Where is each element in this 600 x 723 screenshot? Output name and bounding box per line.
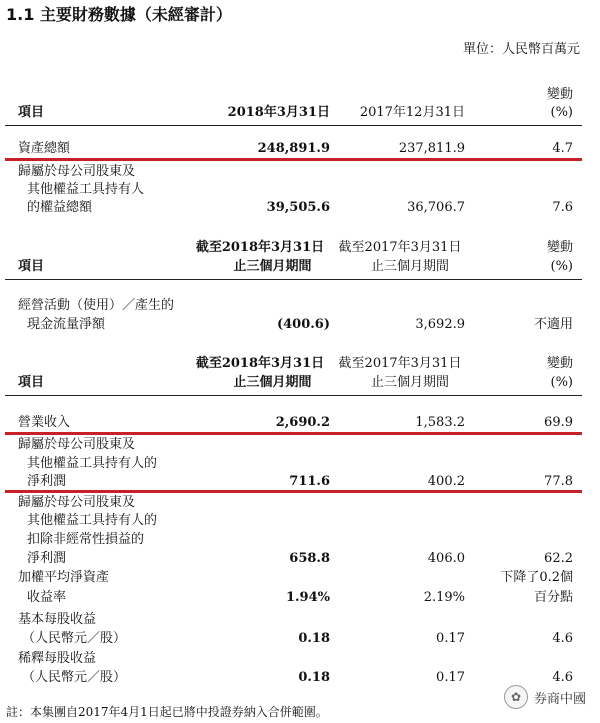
header-col1-sub: 止三個月期間 [233,259,312,274]
row-value-2018: 0.18 [298,631,330,646]
row-value-2018: 711.6 [289,474,330,489]
row-label: 歸屬於母公司股東及 [18,164,136,179]
header-item: 項目 [18,259,45,274]
row-value-2018: 1.94% [285,590,330,605]
footnote: 註：本集團自2017年4月1日起已將中投證券納入合併範圍。 [6,705,328,719]
row-value-2017: 406.0 [427,551,465,566]
row-label: 其他權益工具持有人的 [27,513,158,528]
row-value-2018: 248,891.9 [257,141,330,156]
row-label: 其他權益工具持有人的 [27,456,158,471]
row-label: 其他權益工具持有人 [27,182,145,197]
header-col2: 截至2017年3月31日 [338,240,462,255]
section-title: 1.1 主要財務數據（未經審計） [6,5,232,24]
header-item: 項目 [18,105,45,120]
row-label: 淨利潤 [27,551,67,566]
header-col2: 2017年12月31日 [359,105,465,120]
row-label: 收益率 [27,590,67,605]
header-col1: 2018年3月31日 [227,105,330,120]
row-value-2017: 0.17 [436,631,465,646]
header-change-unit: (%) [550,105,573,120]
header-change-unit: (%) [550,259,573,274]
header-change: 變動 [546,356,573,371]
header-change: 變動 [546,87,573,102]
row-change: 62.2 [544,551,573,566]
row-label: 歸屬於母公司股東及 [18,437,136,452]
row-label: 加權平均淨資產 [18,570,110,585]
row-label: 現金流量淨額 [27,317,106,332]
header-change: 變動 [546,240,573,255]
row-label: 淨利潤 [27,474,67,489]
row-label: 基本每股收益 [18,612,97,627]
watermark [504,685,586,709]
row-change: 不適用 [533,317,573,332]
row-label: 營業收入 [18,415,71,430]
header-col1: 截至2018年3月31日 [195,240,325,255]
highlight-line [5,432,582,435]
row-label: 經營活動（使用）／產生的 [18,298,175,313]
row-value-2018: (400.6) [276,317,330,332]
row-change: 77.8 [544,474,573,489]
row-value-2017: 0.17 [436,670,465,685]
row-value-2017: 36,706.7 [407,200,465,215]
row-change: 69.9 [544,415,573,430]
highlight-line [5,490,582,493]
row-label: （人民幣元／股） [22,670,127,685]
row-value-2018: 658.8 [289,551,330,566]
row-label: 扣除非經常性損益的 [27,532,145,547]
header-rule [5,279,582,280]
row-change: 百分點 [533,590,573,605]
watermark-text: 券商中國 [533,691,586,707]
header-rule [5,125,582,126]
header-col2-sub: 止三個月期間 [370,259,449,274]
row-value-2017: 400.2 [427,474,465,489]
row-change: 4.6 [552,631,573,646]
row-label: 資產總額 [18,141,71,156]
row-label: 的權益總額 [27,200,93,215]
row-value-2017: 1,583.2 [415,415,465,430]
row-change: 下降了0.2個 [500,570,573,585]
header-col1: 截至2018年3月31日 [195,356,325,371]
row-change: 7.6 [552,200,573,215]
header-change-unit: (%) [550,375,573,390]
row-value-2018: 39,505.6 [266,200,330,215]
unit-label: 單位：人民幣百萬元 [462,42,580,57]
wechat-icon: ✿ [504,685,528,709]
row-label: 稀釋每股收益 [18,651,97,666]
row-value-2017: 3,692.9 [415,317,465,332]
row-value-2018: 0.18 [298,670,330,685]
header-col2-sub: 止三個月期間 [370,375,449,390]
row-value-2018: 2,690.2 [275,415,330,430]
highlight-line [5,158,582,161]
row-change: 4.7 [552,141,573,156]
row-label: （人民幣元／股） [22,631,127,646]
row-value-2017: 2.19% [423,590,465,605]
header-col2: 截至2017年3月31日 [338,356,462,371]
header-col1-sub: 止三個月期間 [233,375,312,390]
row-label: 歸屬於母公司股東及 [18,495,136,510]
row-change: 4.6 [552,670,573,685]
header-item: 項目 [18,375,45,390]
header-rule [5,395,582,396]
row-value-2017: 237,811.9 [398,141,465,156]
